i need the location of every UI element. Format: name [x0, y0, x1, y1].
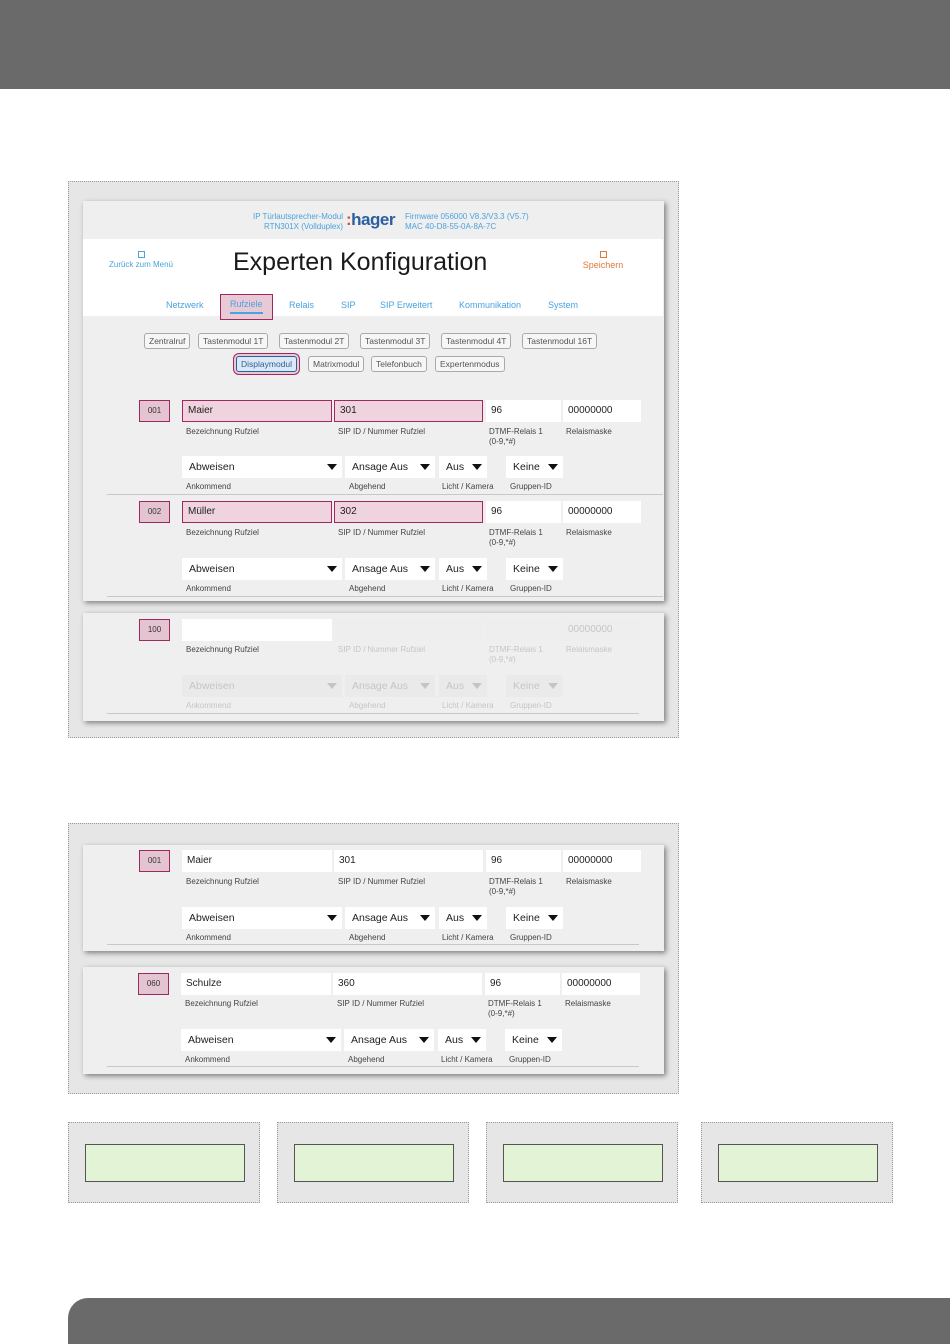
group-value: Keine	[513, 461, 540, 473]
dtmf-field[interactable]: 96	[485, 973, 560, 995]
dtmf-label-line1: DTMF-Relais 1	[489, 877, 543, 886]
firmware-text: Firmware 056000 V8.3/V3.3 (V5.7)	[405, 212, 529, 221]
relay-label: Relaismaske	[565, 999, 611, 1008]
chevron-down-icon	[472, 464, 482, 470]
group-select	[506, 675, 563, 697]
chevron-down-icon	[420, 566, 430, 572]
group-value: Keine	[513, 680, 540, 692]
light-value: Aus	[445, 1034, 464, 1046]
sip-label: SIP ID / Nummer Rufziel	[338, 528, 425, 537]
chevron-down-icon	[419, 1037, 429, 1043]
chevron-down-icon	[548, 566, 558, 572]
dtmf-label-line2: (0-9,*#)	[488, 1009, 515, 1018]
chevron-down-icon	[327, 566, 337, 572]
subtab-tastenmodul-3t[interactable]: Tastenmodul 3T	[360, 333, 430, 349]
subtab-tastenmodul-1t[interactable]: Tastenmodul 1T	[198, 333, 268, 349]
entry-id: 060	[138, 973, 169, 995]
dtmf-label	[489, 427, 543, 447]
subtab-matrixmodul[interactable]: Matrixmodul	[308, 356, 364, 372]
light-select[interactable]	[438, 1029, 486, 1051]
chevron-down-icon	[548, 464, 558, 470]
light-value: Aus	[446, 461, 465, 473]
group-label: Gruppen-ID	[510, 482, 552, 491]
outgoing-select	[345, 675, 435, 697]
tab-netzwerk[interactable]: Netzwerk	[166, 300, 204, 310]
incoming-select[interactable]	[182, 456, 342, 478]
mac-text: MAC 40-D8-55-0A-8A-7C	[405, 222, 497, 231]
subtab-zentralruf[interactable]: Zentralruf	[144, 333, 190, 349]
dtmf-label-line1: DTMF-Relais 1	[489, 528, 543, 537]
group-value: Keine	[512, 1034, 539, 1046]
dtmf-field[interactable]: 96	[486, 850, 561, 872]
name-field[interactable]: Maier	[182, 850, 332, 872]
light-label: Licht / Kamera	[442, 933, 494, 942]
name-label: Bezeichnung Rufziel	[186, 528, 259, 537]
outgoing-label: Abgehend	[349, 933, 386, 942]
tab-sip[interactable]: SIP	[341, 300, 356, 310]
config-frame-example	[68, 823, 679, 1094]
light-label: Licht / Kamera	[441, 1055, 493, 1064]
config-header	[83, 201, 663, 316]
divider	[107, 596, 663, 597]
save-label: Speichern	[582, 260, 624, 270]
tab-rufziele[interactable]	[220, 294, 273, 320]
logo-text: hager	[351, 210, 395, 229]
relay-label: Relaismaske	[566, 427, 612, 436]
name-field[interactable]: Müller	[182, 501, 332, 523]
group-select[interactable]	[506, 558, 563, 580]
outgoing-value: Ansage Aus	[352, 563, 409, 575]
top-band	[0, 0, 950, 89]
sip-field[interactable]: 301	[334, 400, 483, 422]
dtmf-label-line1: DTMF-Relais 1	[488, 999, 542, 1008]
bottom-band	[68, 1298, 950, 1344]
light-select[interactable]	[439, 456, 487, 478]
sip-field[interactable]: 301	[334, 850, 483, 872]
group-value: Keine	[513, 912, 540, 924]
dtmf-field[interactable]: 96	[486, 501, 561, 523]
outgoing-select[interactable]	[345, 558, 435, 580]
display-preview-frame	[701, 1122, 893, 1203]
incoming-value: Abweisen	[189, 563, 235, 575]
dtmf-label-line2: (0-9,*#)	[489, 437, 516, 446]
tab-kommunikation[interactable]: Kommunikation	[459, 300, 522, 310]
light-label: Licht / Kamera	[442, 701, 494, 710]
entry-card	[83, 845, 664, 951]
hager-logo: :hager	[346, 210, 395, 229]
chevron-down-icon	[420, 464, 430, 470]
group-label: Gruppen-ID	[510, 701, 552, 710]
chevron-down-icon	[327, 683, 337, 689]
dtmf-label-line2: (0-9,*#)	[489, 887, 516, 896]
subtab-telefonbuch[interactable]: Telefonbuch	[371, 356, 427, 372]
relay-mask-field[interactable]: 00000000	[563, 850, 641, 872]
dtmf-label	[489, 528, 543, 548]
back-to-menu-button[interactable]	[101, 251, 181, 269]
chevron-down-icon	[420, 915, 430, 921]
relay-mask-field[interactable]: 00000000	[563, 501, 641, 523]
incoming-select[interactable]	[182, 558, 342, 580]
outgoing-value: Ansage Aus	[352, 461, 409, 473]
outgoing-label: Abgehend	[349, 701, 386, 710]
light-select[interactable]	[439, 558, 487, 580]
sip-label: SIP ID / Nummer Rufziel	[338, 427, 425, 436]
dtmf-label	[488, 999, 542, 1019]
relay-label: Relaismaske	[566, 645, 612, 654]
display-preview-screen	[718, 1144, 878, 1182]
group-select[interactable]	[506, 456, 563, 478]
dtmf-label	[489, 877, 543, 897]
dtmf-label	[489, 645, 543, 665]
light-select	[439, 675, 487, 697]
dtmf-label-line1: DTMF-Relais 1	[489, 645, 543, 654]
sip-label: SIP ID / Nummer Rufziel	[338, 645, 425, 654]
outgoing-value: Ansage Aus	[352, 680, 409, 692]
entry-id: 001	[139, 400, 170, 422]
display-preview-frame	[486, 1122, 678, 1203]
entry-id: 002	[139, 501, 170, 523]
chevron-down-icon	[327, 464, 337, 470]
subtab-expertenmodus[interactable]: Expertenmodus	[435, 356, 505, 372]
chevron-down-icon	[472, 566, 482, 572]
config-card	[83, 201, 664, 601]
incoming-label: Ankommend	[186, 584, 231, 593]
name-label: Bezeichnung Rufziel	[186, 877, 259, 886]
subtab-tastenmodul-16t[interactable]: Tastenmodul 16T	[522, 333, 597, 349]
tab-relais[interactable]: Relais	[289, 300, 315, 310]
light-label: Licht / Kamera	[442, 584, 494, 593]
incoming-value: Abweisen	[188, 1034, 234, 1046]
divider	[107, 944, 639, 945]
chevron-down-icon	[327, 915, 337, 921]
chevron-down-icon	[547, 1037, 557, 1043]
display-preview-screen	[503, 1144, 663, 1182]
config-frame-main	[68, 181, 679, 738]
chevron-down-icon	[471, 1037, 481, 1043]
incoming-label: Ankommend	[186, 701, 231, 710]
incoming-label: Ankommend	[185, 1055, 230, 1064]
light-value: Aus	[446, 680, 465, 692]
incoming-select[interactable]	[182, 907, 342, 929]
relay-label: Relaismaske	[566, 528, 612, 537]
display-preview-screen	[294, 1144, 454, 1182]
device-line-2: RTN301X (Vollduplex)	[263, 222, 343, 231]
name-field[interactable]	[182, 619, 332, 641]
chevron-down-icon	[472, 915, 482, 921]
entry-card	[83, 967, 664, 1074]
outgoing-select[interactable]	[344, 1029, 434, 1051]
sip-field[interactable]: 360	[333, 973, 482, 995]
back-label: Zurück zum Menü	[108, 260, 174, 269]
outgoing-value: Ansage Aus	[352, 912, 409, 924]
page-title: Experten Konfiguration	[233, 248, 488, 276]
chevron-down-icon	[548, 683, 558, 689]
tab-sip-erweitert[interactable]: SIP Erweitert	[380, 300, 433, 310]
sip-field	[334, 619, 483, 641]
incoming-label: Ankommend	[186, 482, 231, 491]
name-field[interactable]: Schulze	[181, 973, 331, 995]
chevron-down-icon	[326, 1037, 336, 1043]
tab-rufziele-label: Rufziele	[230, 299, 263, 314]
subtab-tastenmodul-4t[interactable]: Tastenmodul 4T	[441, 333, 511, 349]
incoming-value: Abweisen	[189, 461, 235, 473]
light-value: Aus	[446, 912, 465, 924]
group-value: Keine	[513, 563, 540, 575]
subtab-tastenmodul-2t[interactable]: Tastenmodul 2T	[279, 333, 349, 349]
relay-mask-field: 00000000	[563, 619, 641, 641]
incoming-value: Abweisen	[189, 912, 235, 924]
device-info-left	[143, 212, 343, 232]
outgoing-value: Ansage Aus	[351, 1034, 408, 1046]
sip-label: SIP ID / Nummer Rufziel	[338, 877, 425, 886]
divider	[107, 713, 639, 714]
save-button[interactable]	[573, 251, 633, 270]
name-label: Bezeichnung Rufziel	[186, 645, 259, 654]
entry-card-disabled	[83, 613, 664, 721]
dtmf-label-line1: DTMF-Relais 1	[489, 427, 543, 436]
device-info-right	[405, 212, 529, 232]
outgoing-select[interactable]	[345, 456, 435, 478]
display-preview-frame	[277, 1122, 469, 1203]
incoming-value: Abweisen	[189, 680, 235, 692]
tab-system[interactable]: System	[548, 300, 579, 310]
incoming-select	[182, 675, 342, 697]
outgoing-label: Abgehend	[349, 482, 386, 491]
group-select[interactable]	[505, 1029, 562, 1051]
entry-id: 001	[139, 850, 170, 872]
display-preview-frame	[68, 1122, 260, 1203]
outgoing-select[interactable]	[345, 907, 435, 929]
dtmf-field[interactable]: 96	[486, 400, 561, 422]
sip-field[interactable]: 302	[334, 501, 483, 523]
name-label: Bezeichnung Rufziel	[186, 427, 259, 436]
group-label: Gruppen-ID	[510, 584, 552, 593]
light-select[interactable]	[439, 907, 487, 929]
group-label: Gruppen-ID	[509, 1055, 551, 1064]
dtmf-label-line2: (0-9,*#)	[489, 655, 516, 664]
dtmf-field	[486, 619, 561, 641]
relay-mask-field[interactable]: 00000000	[562, 973, 640, 995]
divider	[107, 1066, 639, 1067]
relay-mask-field[interactable]: 00000000	[563, 400, 641, 422]
chevron-down-icon	[472, 683, 482, 689]
divider	[107, 494, 663, 495]
back-icon	[138, 251, 145, 258]
sip-label: SIP ID / Nummer Rufziel	[337, 999, 424, 1008]
group-label: Gruppen-ID	[510, 933, 552, 942]
entry-id: 100	[139, 619, 170, 641]
subtab-displaymodul[interactable]: Displaymodul	[236, 356, 297, 372]
chevron-down-icon	[420, 683, 430, 689]
display-preview-screen	[85, 1144, 245, 1182]
light-value: Aus	[446, 563, 465, 575]
outgoing-label: Abgehend	[349, 584, 386, 593]
name-label: Bezeichnung Rufziel	[185, 999, 258, 1008]
outgoing-label: Abgehend	[348, 1055, 385, 1064]
relay-label: Relaismaske	[566, 877, 612, 886]
incoming-select[interactable]	[181, 1029, 341, 1051]
dtmf-label-line2: (0-9,*#)	[489, 538, 516, 547]
name-field[interactable]: Maier	[182, 400, 332, 422]
incoming-label: Ankommend	[186, 933, 231, 942]
chevron-down-icon	[548, 915, 558, 921]
group-select[interactable]	[506, 907, 563, 929]
device-line-1: IP Türlautsprecher-Modul	[253, 212, 343, 221]
save-icon	[600, 251, 607, 258]
light-label: Licht / Kamera	[442, 482, 494, 491]
